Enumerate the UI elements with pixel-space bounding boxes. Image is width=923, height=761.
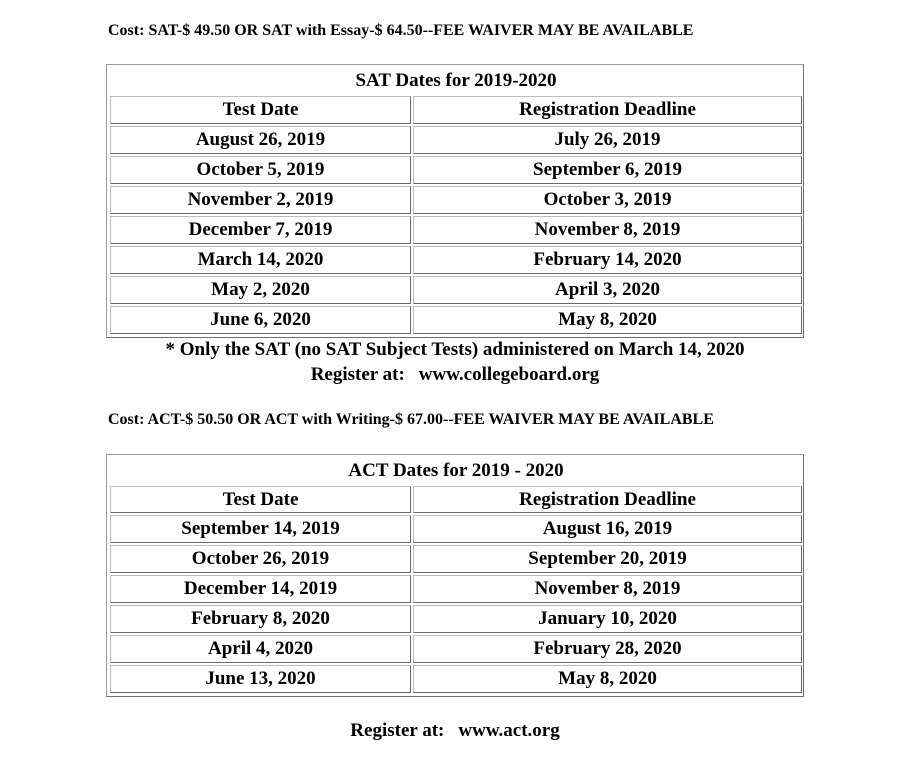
- act-deadline-cell: November 8, 2019: [413, 575, 802, 603]
- sat-deadline-cell: November 8, 2019: [413, 216, 802, 244]
- sat-deadline-cell: May 8, 2020: [413, 306, 802, 334]
- table-row: [110, 246, 802, 274]
- table-row: [110, 635, 802, 663]
- act-deadline-cell: May 8, 2020: [413, 665, 802, 693]
- sat-dates-table: [106, 64, 804, 338]
- act-test-date-cell: April 4, 2020: [110, 635, 411, 663]
- act-deadline-cell: February 28, 2020: [413, 635, 802, 663]
- sat-deadline-cell: September 6, 2019: [413, 156, 802, 184]
- table-row: [110, 605, 802, 633]
- sat-cost-line: Cost: SAT-$ 49.50 OR SAT with Essay-$ 64.50--FEE WAIVER MAY BE AVAILABLE: [108, 22, 694, 39]
- act-test-date-cell: October 26, 2019: [110, 545, 411, 573]
- table-row: [110, 276, 802, 304]
- sat-deadline-cell: October 3, 2019: [413, 186, 802, 214]
- act-dates-table: [106, 454, 804, 697]
- sat-deadline-cell: July 26, 2019: [413, 126, 802, 154]
- table-row: [110, 186, 802, 214]
- act-register-link[interactable]: www.act.org: [458, 720, 560, 741]
- sat-register-label: Register at:: [310, 364, 405, 385]
- sat-test-date-cell: December 7, 2019: [110, 216, 411, 244]
- sat-deadline-cell: April 3, 2020: [413, 276, 802, 304]
- act-register-line: [106, 720, 804, 742]
- act-table-title: ACT Dates for 2019 - 2020: [348, 459, 564, 481]
- act-deadline-cell: January 10, 2020: [413, 605, 802, 633]
- table-row: [110, 216, 802, 244]
- sat-test-date-cell: March 14, 2020: [110, 246, 411, 274]
- act-deadline-cell: August 16, 2019: [413, 515, 802, 543]
- sat-footnote: * Only the SAT (no SAT Subject Tests) administered on March 14, 2020: [165, 339, 745, 360]
- table-row: [110, 126, 802, 154]
- table-row: [110, 575, 802, 603]
- act-test-date-cell: September 14, 2019: [110, 515, 411, 543]
- act-register-label: Register at:: [350, 720, 445, 741]
- sat-test-date-cell: May 2, 2020: [110, 276, 411, 304]
- act-header-deadline: Registration Deadline: [413, 486, 802, 514]
- sat-register-line: [106, 364, 804, 386]
- sat-test-date-cell: June 6, 2020: [110, 306, 411, 334]
- sat-test-date-cell: August 26, 2019: [110, 126, 411, 154]
- table-row: [110, 665, 802, 693]
- act-test-date-cell: December 14, 2019: [110, 575, 411, 603]
- table-row: [110, 156, 802, 184]
- sat-table-title: SAT Dates for 2019-2020: [355, 69, 557, 91]
- table-row: [110, 515, 802, 543]
- act-deadline-cell: September 20, 2019: [413, 545, 802, 573]
- act-test-date-cell: June 13, 2020: [110, 665, 411, 693]
- act-header-test-date: Test Date: [110, 486, 411, 514]
- sat-deadline-cell: February 14, 2020: [413, 246, 802, 274]
- sat-register-link[interactable]: www.collegeboard.org: [418, 364, 600, 385]
- sat-header-test-date: Test Date: [110, 96, 411, 124]
- act-test-date-cell: February 8, 2020: [110, 605, 411, 633]
- sat-header-deadline: Registration Deadline: [413, 96, 802, 124]
- act-cost-line: Cost: ACT-$ 50.50 OR ACT with Writing-$ 67.00--FEE WAIVER MAY BE AVAILABLE: [108, 411, 714, 428]
- table-row: [110, 545, 802, 573]
- sat-test-date-cell: October 5, 2019: [110, 156, 411, 184]
- sat-test-date-cell: November 2, 2019: [110, 186, 411, 214]
- table-row: [110, 306, 802, 334]
